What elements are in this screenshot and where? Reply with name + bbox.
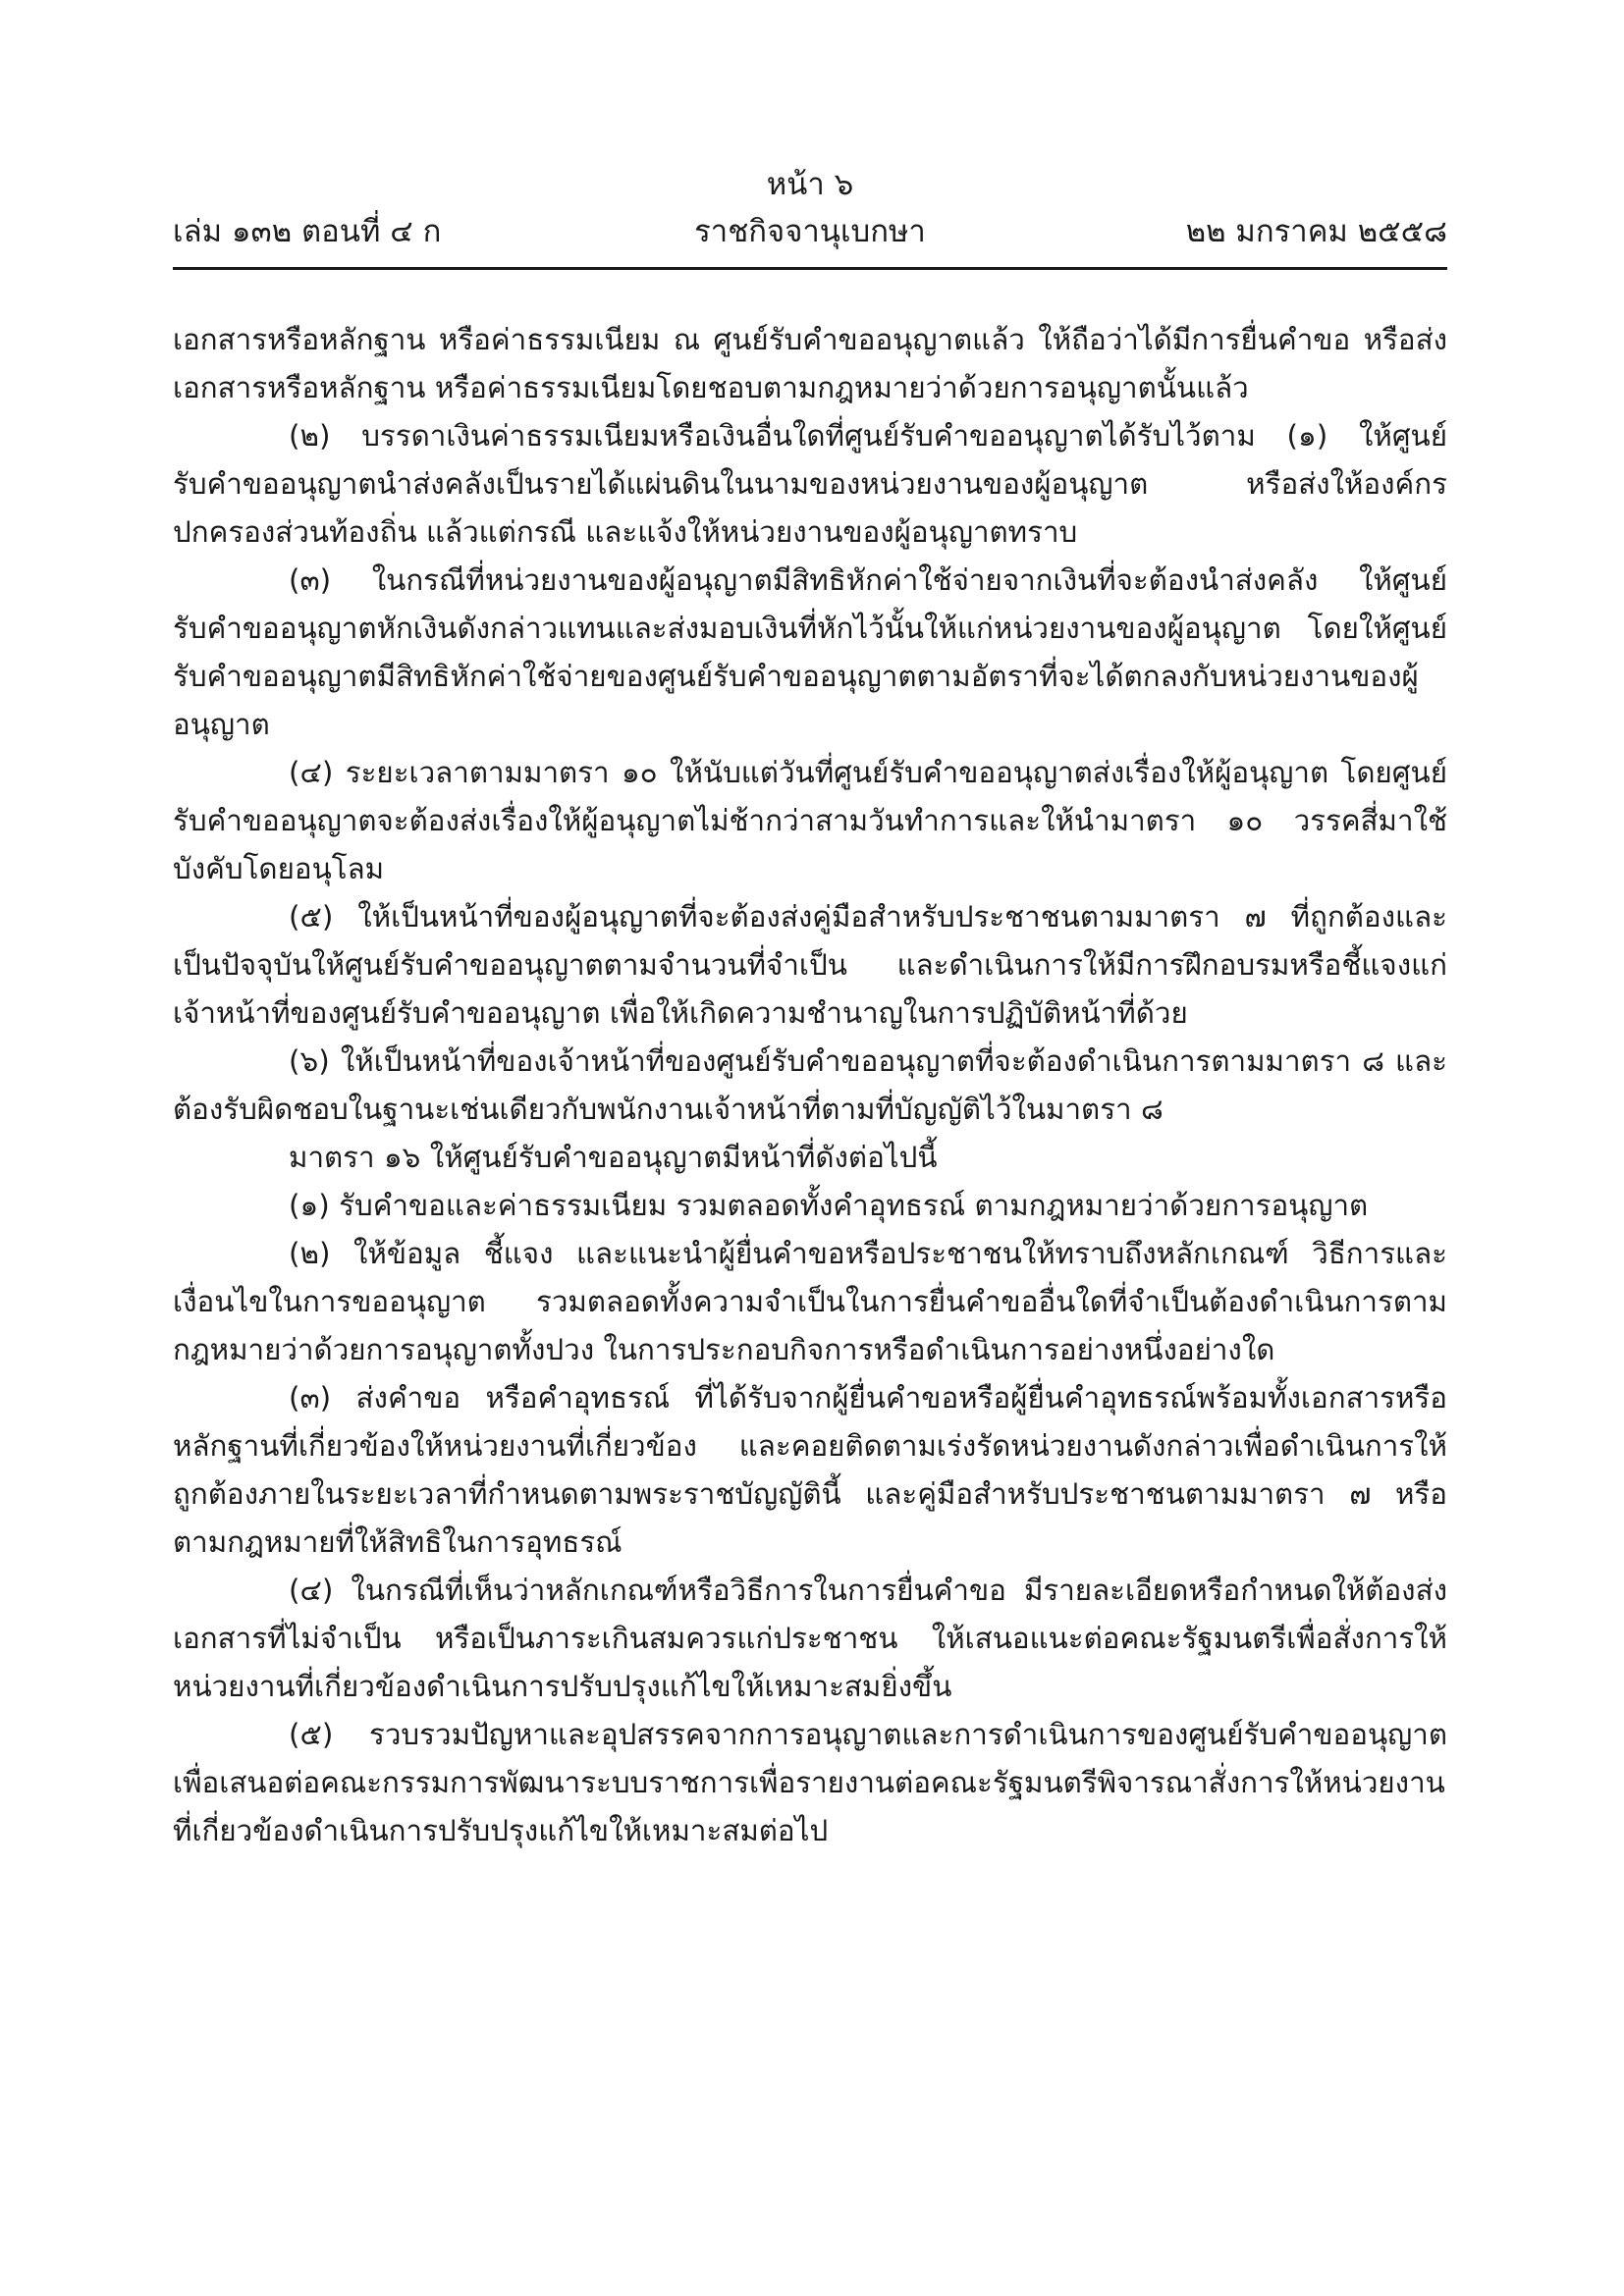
paragraph-item-4: (๔) ระยะเวลาตามมาตรา ๑๐ ให้นับแต่วันที่ศูนย์รับคำขออนุญาตส่งเรื่องให้ผู้อนุญาต โดยศูนย์รับคำขออนุญาตจะต้องส่งเรื่องให้ผู้อนุญาตไม่ช้ากว่าสามวันทำการและให้นำมาตรา ๑๐ วรรคสี่มาใช้บังคับโดยอนุโลม [173, 756, 1447, 885]
header-row [173, 208, 1447, 255]
paragraph-continuation: เอกสารหรือหลักฐาน หรือค่าธรรมเนียม ณ ศูนย์รับคำขออนุญาตแล้ว ให้ถือว่าได้มีการยื่นคำขอ หรือส่งเอกสารหรือหลักฐาน หรือค่าธรรมเนียมโดยชอบตามกฎหมายว่าด้วยการอนุญาตนั้นแล้ว [173, 323, 1447, 404]
header-divider [173, 267, 1447, 270]
publication-title: ราชกิจจานุเบกษา [694, 214, 926, 249]
document-body [173, 316, 1447, 1855]
paragraph-item-2: (๒) บรรดาเงินค่าธรรมเนียมหรือเงินอื่นใดที่ศูนย์รับคำขออนุญาตได้รับไว้ตาม (๑) ให้ศูนย์รับคำขออนุญาตนำส่งคลังเป็นรายได้แผ่นดินในนามของหน่วยงานของผู้อนุญาต หรือส่งให้องค์กรปกครองส่วนท้องถิ่น แล้วแต่กรณี และแจ้งให้หน่วยงานของผู้อนุญาตทราบ [173, 419, 1447, 549]
section-16-item-1: (๑) รับคำขอและค่าธรรมเนียม รวมตลอดทั้งคำอุทธรณ์ ตามกฎหมายว่าด้วยการอนุญาต [289, 1189, 1369, 1222]
volume-issue: เล่ม ๑๓๒ ตอนที่ ๔ ก [173, 214, 442, 249]
paragraph-item-6: (๖) ให้เป็นหน้าที่ของเจ้าหน้าที่ของศูนย์รับคำขออนุญาตที่จะต้องดำเนินการตามมาตรา ๘ และต้องรับผิดชอบในฐานะเช่นเดียวกับพนักงานเจ้าหน้าที่ตามที่บัญญัติไว้ในมาตรา ๘ [173, 1044, 1447, 1126]
page-header [173, 165, 1447, 255]
page-number: หน้า ๖ [766, 167, 854, 202]
section-16-heading: มาตรา ๑๖ ให้ศูนย์รับคำขออนุญาตมีหน้าที่ดังต่อไปนี้ [289, 1141, 938, 1174]
paragraph-item-5: (๕) ให้เป็นหน้าที่ของผู้อนุญาตที่จะต้องส่งคู่มือสำหรับประชาชนตามมาตรา ๗ ที่ถูกต้องและเป็นปัจจุบันให้ศูนย์รับคำขออนุญาตตามจำนวนที่จำเป็น และดำเนินการให้มีการฝึกอบรมหรือชี้แจงแก่เจ้าหน้าที่ของศูนย์รับคำขออนุญาต เพื่อให้เกิดความชำนาญในการปฏิบัติหน้าที่ด้วย [173, 900, 1447, 1030]
section-16-item-5: (๕) รวบรวมปัญหาและอุปสรรคจากการอนุญาตและการดำเนินการของศูนย์รับคำขออนุญาตเพื่อเสนอต่อคณะกรรมการพัฒนาระบบราชการเพื่อรายงานต่อคณะรัฐมนตรีพิจารณาสั่งการให้หน่วยงานที่เกี่ยวข้องดำเนินการปรับปรุงแก้ไขให้เหมาะสมต่อไป [173, 1718, 1447, 1847]
paragraph-item-3: (๓) ในกรณีที่หน่วยงานของผู้อนุญาตมีสิทธิหักค่าใช้จ่ายจากเงินที่จะต้องนำส่งคลัง ให้ศูนย์รับคำขออนุญาตหักเงินดังกล่าวแทนและส่งมอบเงินที่หักไว้นั้นให้แก่หน่วยงานของผู้อนุญาต โดยให้ศูนย์รับคำขออนุญาตมีสิทธิหักค่าใช้จ่ายของศูนย์รับคำขออนุญาตตามอัตราที่จะได้ตกลงกับหน่วยงานของผู้อนุญาต [173, 563, 1447, 741]
section-16-item-2: (๒) ให้ข้อมูล ชี้แจง และแนะนำผู้ยื่นคำขอหรือประชาชนให้ทราบถึงหลักเกณฑ์ วิธีการและเงื่อนไขในการขออนุญาต รวมตลอดทั้งความจำเป็นในการยื่นคำขออื่นใดที่จำเป็นต้องดำเนินการตามกฎหมายว่าด้วยการอนุญาตทั้งปวง ในการประกอบกิจการหรือดำเนินการอย่างหนึ่งอย่างใด [173, 1237, 1447, 1366]
publication-date: ๒๒ มกราคม ๒๕๕๘ [1185, 214, 1447, 249]
section-16-item-4: (๔) ในกรณีที่เห็นว่าหลักเกณฑ์หรือวิธีการในการยื่นคำขอ มีรายละเอียดหรือกำหนดให้ต้องส่งเอกสารที่ไม่จำเป็น หรือเป็นภาระเกินสมควรแก่ประชาชน ให้เสนอแนะต่อคณะรัฐมนตรีเพื่อสั่งการให้หน่วยงานที่เกี่ยวข้องดำเนินการปรับปรุงแก้ไขให้เหมาะสมยิ่งขึ้น [173, 1574, 1447, 1703]
section-16-item-3: (๓) ส่งคำขอ หรือคำอุทธรณ์ ที่ได้รับจากผู้ยื่นคำขอหรือผู้ยื่นคำอุทธรณ์พร้อมทั้งเอกสารหรือหลักฐานที่เกี่ยวข้องให้หน่วยงานที่เกี่ยวข้อง และคอยติดตามเร่งรัดหน่วยงานดังกล่าวเพื่อดำเนินการให้ถูกต้องภายในระยะเวลาที่กำหนดตามพระราชบัญญัตินี้ และคู่มือสำหรับประชาชนตามมาตรา ๗ หรือตามกฎหมายที่ให้สิทธิในการอุทธรณ์ [173, 1381, 1447, 1559]
